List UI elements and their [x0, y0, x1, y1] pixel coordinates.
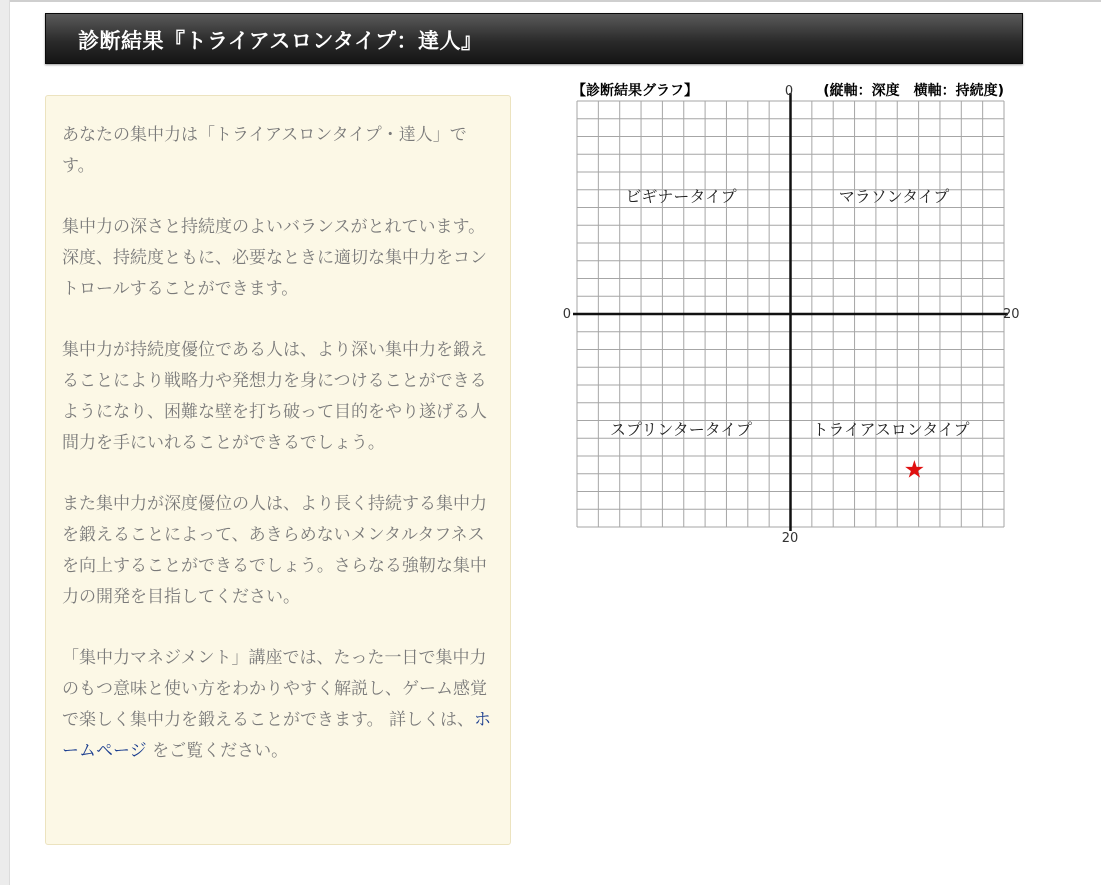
paragraph-5	[62, 643, 494, 767]
paragraph-4: また集中力が深度優位の人は、より長く持続する集中力を鍛えることによって、あきらめないメンタルタフネスを向上することができるでしょう。さらなる強靭な集中力の開発を目指してください。	[62, 494, 487, 607]
quadrant-label-sprinter: スプリンタータイプ	[610, 420, 752, 439]
tick-label-right: 20	[1003, 307, 1020, 322]
paragraph-5-text: 「集中力マネジメント」講座では、たった一日で集中力のもつ意味と使い方をわかりやすく解説し、ゲーム感覚で楽しく集中力を鍛えることができます。 詳しくは、	[62, 648, 487, 730]
homepage-link[interactable]: ホームページ	[62, 710, 492, 761]
diagnosis-graph	[560, 76, 1030, 556]
top-border	[0, 0, 1101, 2]
chart-points	[904, 455, 926, 483]
chart-axis-note: (縦軸：深度 横軸：持続度)	[823, 83, 1004, 99]
paragraph-3: 集中力が持続度優位である人は、より深い集中力を鍛えることにより戦略力や発想力を身につけることができるようになり、困難な壁を打ち破って目的をやり遂げる人間力を手にいれることができるでしょう。	[62, 340, 487, 453]
result-description-box	[45, 95, 511, 845]
chart-axes	[573, 93, 1008, 531]
paragraph-1: あなたの集中力は「トライアスロンタイプ・達人」です。	[62, 125, 467, 176]
left-edge	[0, 0, 10, 885]
quadrant-label-marathon: マラソンタイプ	[838, 187, 950, 206]
chart-title: 【診断結果グラフ】	[572, 83, 698, 99]
tick-label-bottom: 20	[781, 531, 799, 546]
quadrant-label-triathlon: トライアスロンタイプ	[812, 420, 970, 439]
tick-label-top: 0	[784, 84, 794, 99]
tick-label-left: 0	[562, 307, 571, 322]
star-marker: ★	[903, 455, 926, 484]
paragraph-5-tail: をご覧ください。	[146, 741, 289, 761]
quadrant-label-beginner: ビギナータイプ	[625, 187, 737, 206]
paragraph-2: 集中力の深さと持続度のよいバランスがとれています。深度、持続度ともに、必要なときに適切な集中力をコントロールすることができます。	[62, 217, 487, 299]
result-header	[45, 13, 1023, 64]
result-title: 診断結果『トライアスロンタイプ：達人』	[78, 29, 483, 53]
